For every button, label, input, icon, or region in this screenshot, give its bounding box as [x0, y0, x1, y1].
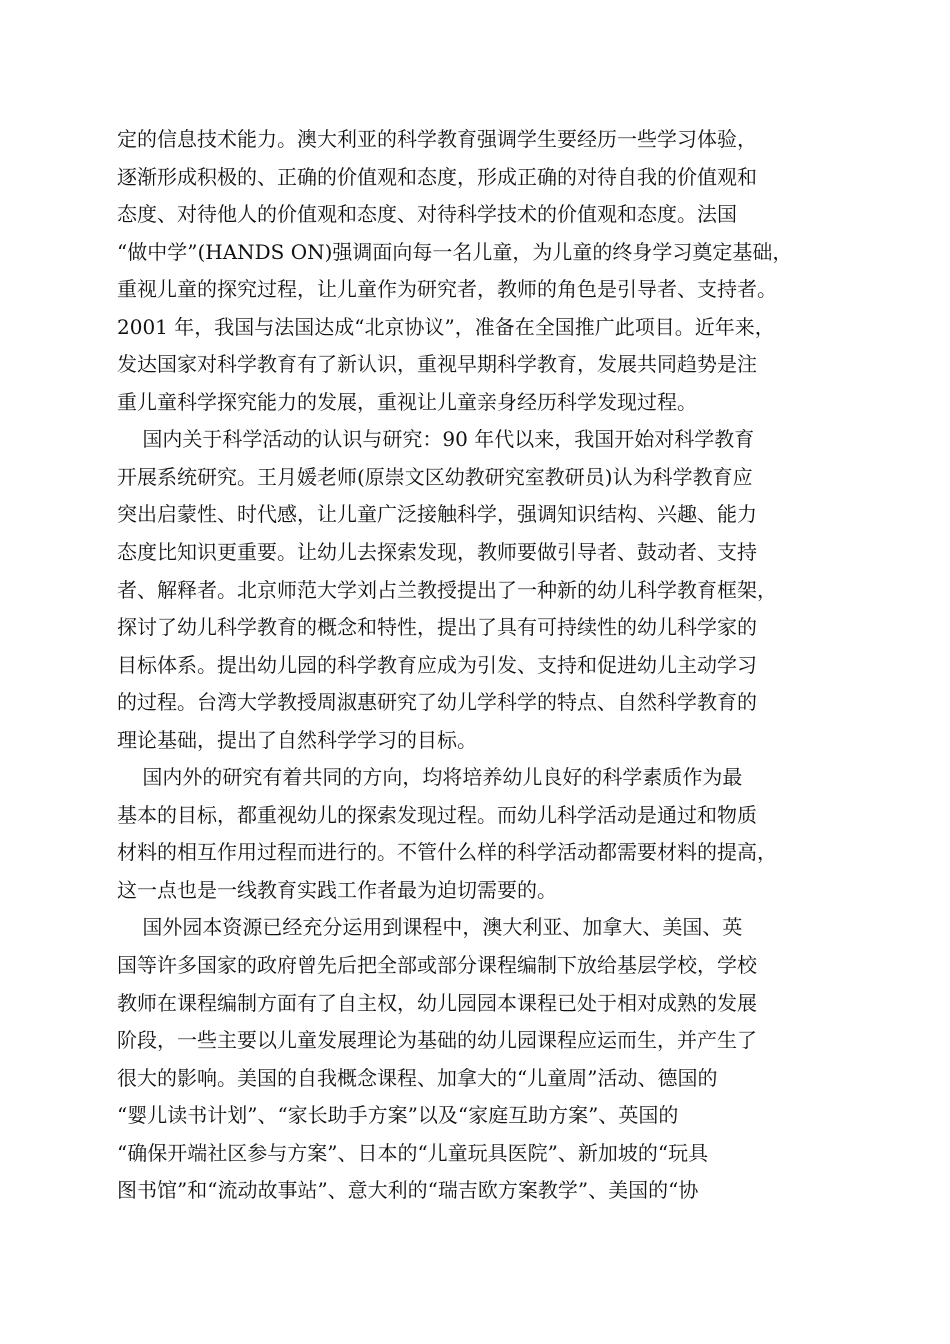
text-line: 的过程。台湾大学教授周淑惠研究了幼儿学科学的特点、自然科学教育的	[117, 690, 757, 715]
text-line: 逐渐形成积极的、正确的价值观和态度，形成正确的对待自我的价值观和	[117, 164, 757, 189]
text-line: 国内关于科学活动的认识与研究：90 年代以来，我国开始对科学教育	[117, 427, 755, 452]
text-line: 重视儿童的探究过程，让儿童作为研究者，教师的角色是引导者、支持者。	[117, 277, 777, 302]
text-line: 定的信息技术能力。澳大利亚的科学教育强调学生要经历一些学习体验，	[117, 127, 757, 151]
text-line: 国内外的研究有着共同的方向，均将培养幼儿良好的科学素质作为最	[117, 765, 743, 790]
body-text	[117, 121, 837, 1210]
text-line: 开展系统研究。王月媛老师(原崇文区幼教研究室教研员)认为科学教育应	[117, 464, 753, 489]
text-line: 教师在课程编制方面有了自主权，幼儿园园本课程已处于相对成熟的发展	[117, 990, 757, 1015]
text-line: 者、解释者。北京师范大学刘占兰教授提出了一种新的幼儿科学教育框架，	[117, 577, 777, 602]
text-line: 态度、对待他人的价值观和态度、对待科学技术的价值观和态度。法国	[117, 202, 737, 227]
text-line: 国等许多国家的政府曾先后把全部或部分课程编制下放给基层学校，学校	[117, 953, 757, 978]
text-line: 很大的影响。美国的自我概念课程、加拿大的“儿童周”活动、德国的	[117, 1065, 718, 1090]
text-line: 图书馆”和“流动故事站”、意大利的“瑞吉欧方案教学”、美国的“协	[117, 1178, 699, 1203]
text-line: 基本的目标，都重视幼儿的探索发现过程。而幼儿科学活动是通过和物质	[117, 802, 757, 827]
text-line: 目标体系。提出幼儿园的科学教育应成为引发、支持和促进幼儿主动学习	[117, 652, 757, 677]
text-line: 理论基础，提出了自然科学学习的目标。	[117, 727, 477, 752]
text-line: 突出启蒙性、时代感，让儿童广泛接触科学，强调知识结构、兴趣、能力	[117, 502, 757, 527]
text-line: 发达国家对科学教育有了新认识，重视早期科学教育，发展共同趋势是注	[117, 352, 757, 377]
text-line: 阶段，一些主要以儿童发展理论为基础的幼儿园课程应运而生，并产生了	[117, 1028, 757, 1053]
text-line: 2001 年，我国与法国达成“北京协议”，准备在全国推广此项目。近年来，	[117, 314, 775, 339]
text-line: 探讨了幼儿科学教育的概念和特性，提出了具有可持续性的幼儿科学家的	[117, 615, 757, 640]
text-line: “做中学”(HANDS ON)强调面向每一名儿童，为儿童的终身学习奠定基础，	[117, 239, 793, 264]
text-line: 国外园本资源已经充分运用到课程中，澳大利亚、加拿大、美国、英	[117, 915, 743, 940]
text-line: 这一点也是一线教育实践工作者最为迫切需要的。	[117, 877, 557, 902]
text-line: “确保开端社区参与方案”、日本的“儿童玩具医院”、新加坡的“玩具	[117, 1140, 709, 1165]
text-line: 重儿童科学探究能力的发展，重视让儿童亲身经历科学发现过程。	[117, 389, 697, 414]
text-line: 材料的相互作用过程而进行的。不管什么样的科学活动都需要材料的提高，	[117, 840, 777, 865]
text-line: 态度比知识更重要。让幼儿去探索发现，教师要做引导者、鼓动者、支持	[117, 540, 757, 565]
text-line: “婴儿读书计划”、“家长助手方案”以及“家庭互助方案”、英国的	[117, 1103, 679, 1128]
